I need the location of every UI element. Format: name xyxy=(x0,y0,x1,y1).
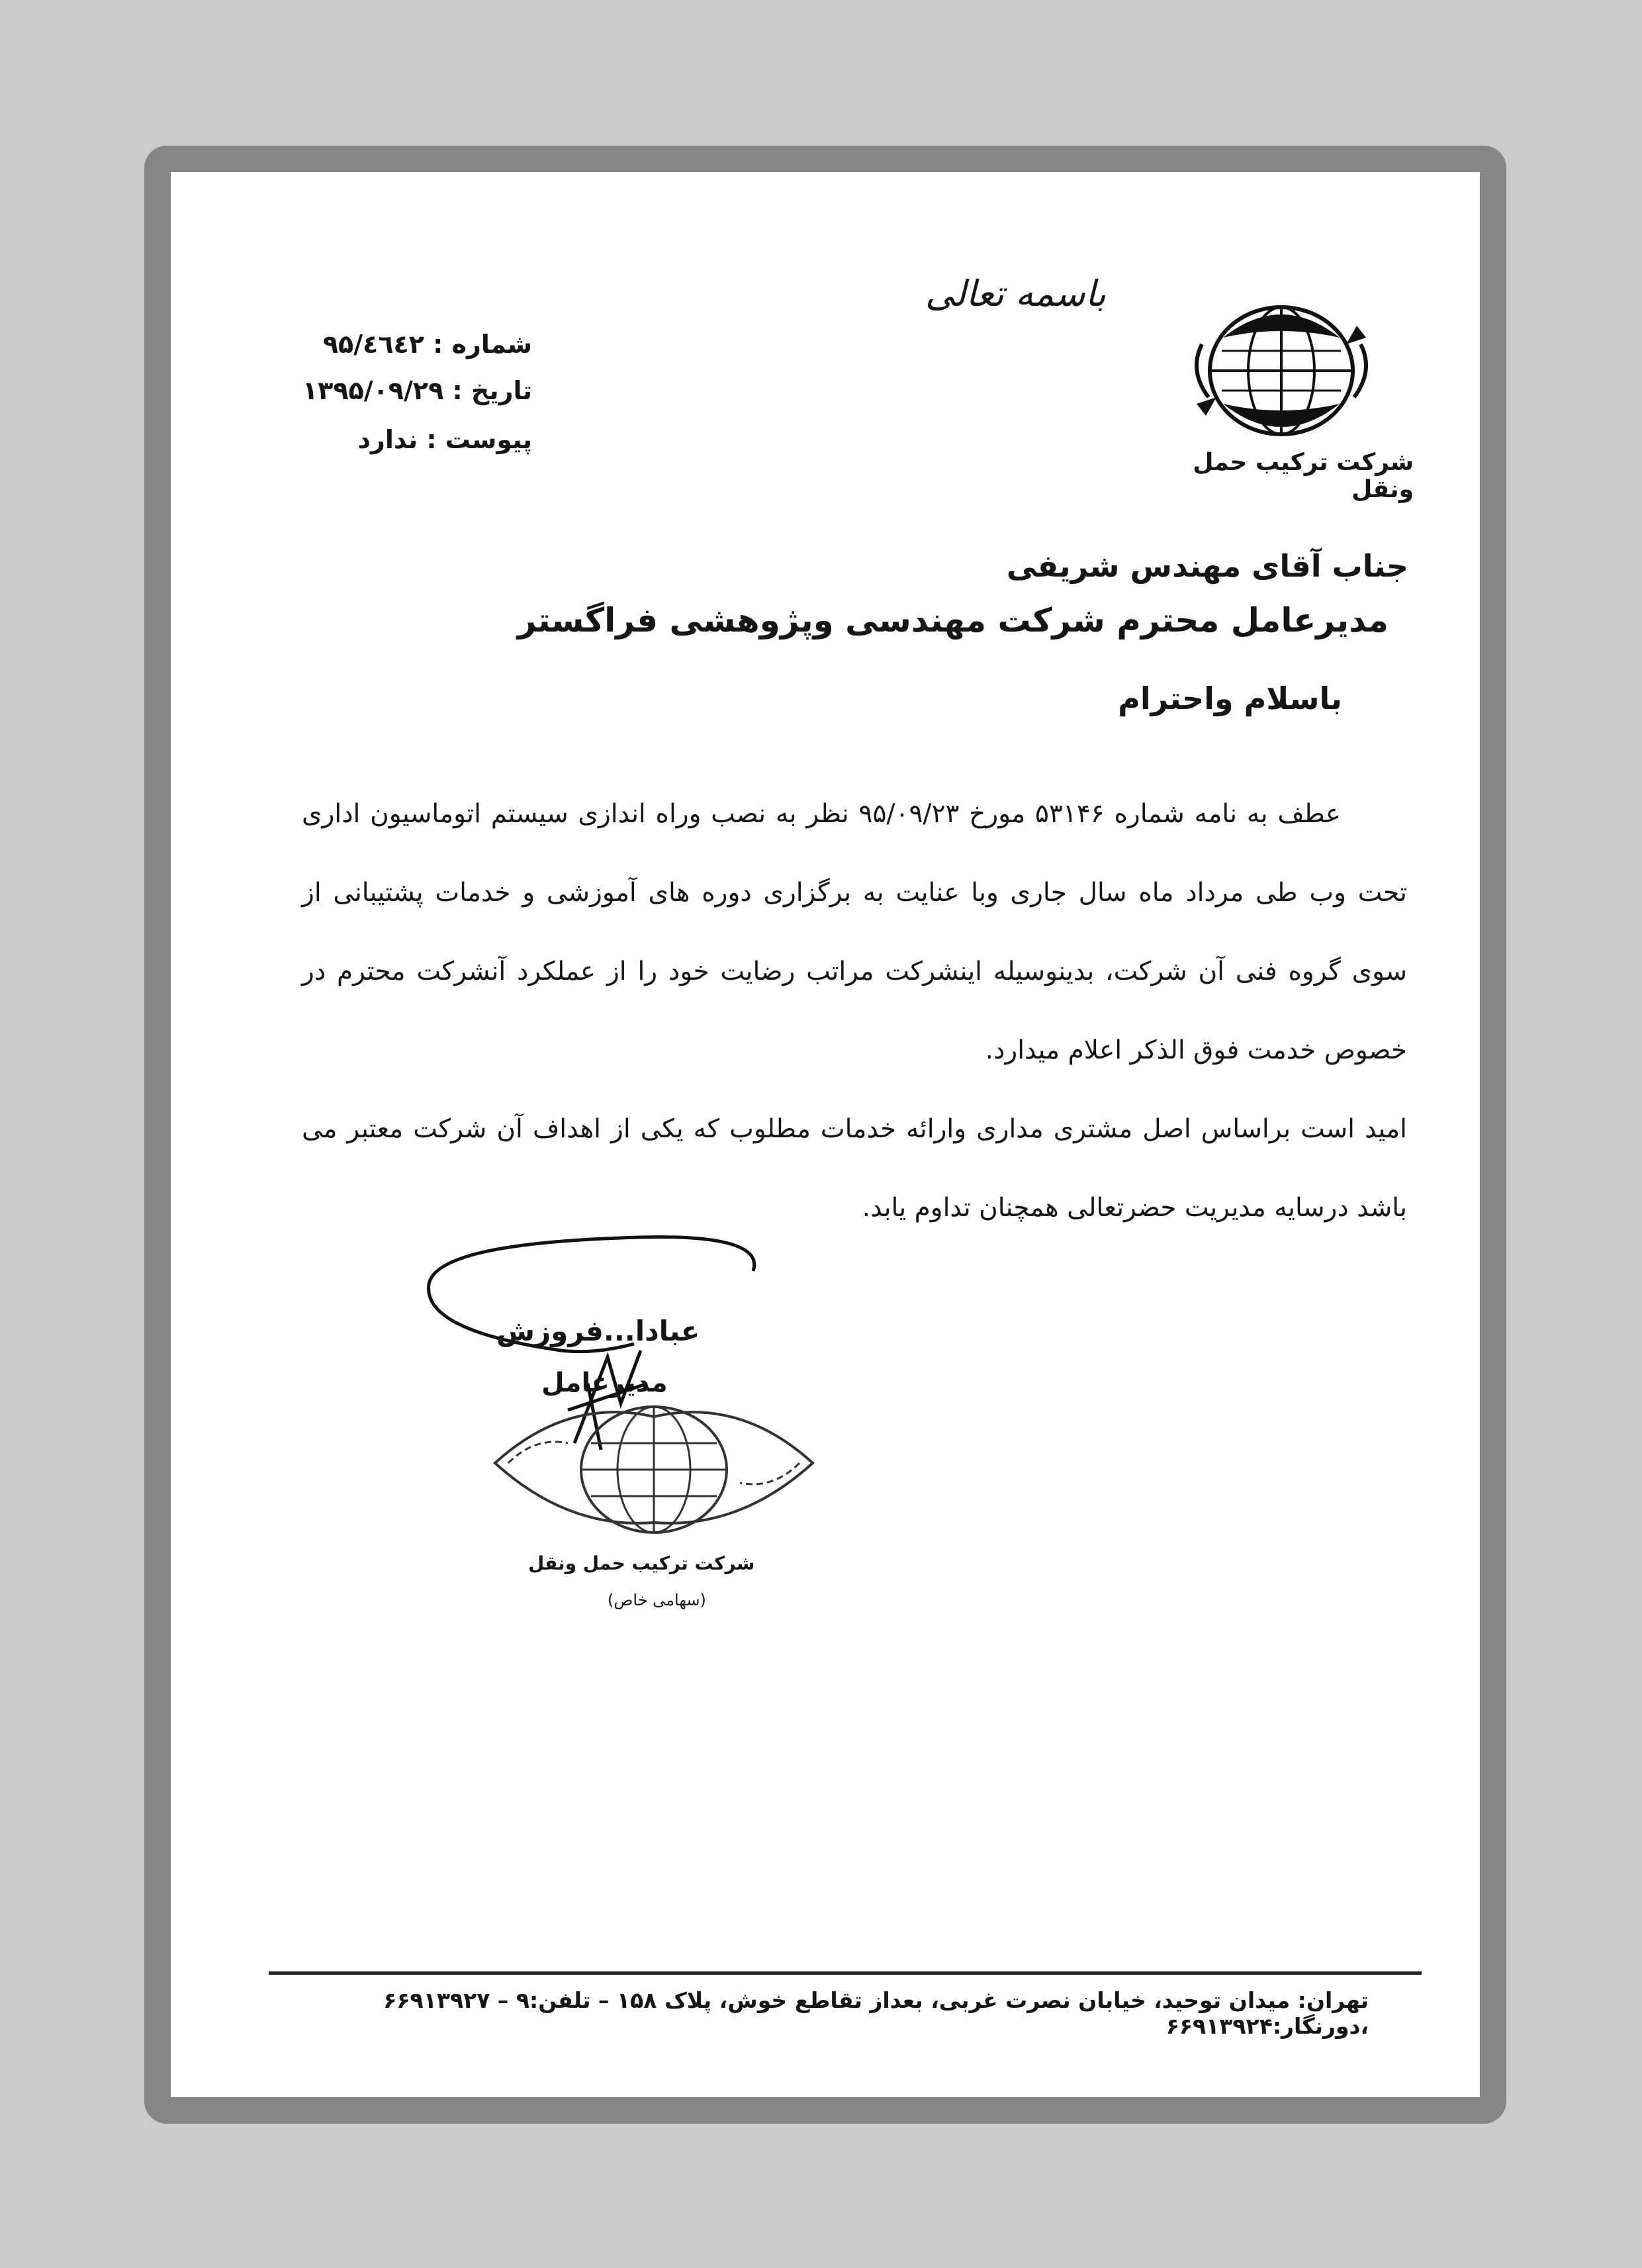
attachment-label: پیوست : xyxy=(426,425,532,454)
body-paragraph-2: امید است براساس اصل مشتری مداری وارائه خدمات مطلوب که یکی از اهداف آن شرکت معتبر می باشد درسایه مدیریت حضرتعالی همچنان تداوم یابد. xyxy=(302,1114,1407,1223)
body-paragraph-1: عطف به نامه شماره ۵۳۱۴۶ مورخ ۹۵/۰۹/۲۳ نظر به نصب وراه اندازی سیستم اتوماسیون اداری تحت وب طی مرداد ماه سال جاری وبا عنایت به برگزاری دوره های آموزشی و خدمات پشتیبانی از سوی گروه فنی آن شرکت، بدینوسیله اینشرکت مراتب رضایت خود را از عملکرد آنشرکت محترم در خصوص خدمت فوق الذکر اعلام میدارد. xyxy=(302,799,1407,1065)
letter-attachment xyxy=(171,425,532,454)
letter-body xyxy=(302,775,1407,1247)
footer-address: تهران: میدان توحید، خیابان نصرت غربی، بعداز تقاطع خوش، پلاک ۱۵۸ – تلفن:۹ – ۶۶۹۱۳۹۲۷ ،دورنگار:۶۶۹۱۳۹۲۴ xyxy=(383,1987,1369,2039)
company-name: شرکت ترکیب حمل ونقل xyxy=(1193,449,1414,503)
number-value: ۹۵/٤٦٤٢ xyxy=(322,330,424,359)
attachment-value: ندارد xyxy=(357,425,418,454)
signatory-name: عبادا...فروزش xyxy=(496,1315,700,1347)
signatory-role: مدیرعامل xyxy=(541,1368,668,1398)
invocation-heading: باسمه تعالی xyxy=(925,273,1107,314)
salutation: باسلام واحترام xyxy=(1118,681,1342,716)
seal-company-text: شرکت ترکیب حمل ونقل xyxy=(528,1552,755,1574)
letter-page xyxy=(171,172,1480,2097)
date-label: تاریخ : xyxy=(452,376,532,405)
letter-number xyxy=(171,330,532,359)
addressee-title: مدیرعامل محترم شرکت مهندسی وپژوهشی فراگستر xyxy=(517,601,1389,639)
company-globe-logo xyxy=(1182,298,1381,444)
number-label: شماره : xyxy=(433,330,532,359)
letter-date xyxy=(171,376,532,405)
footer-divider xyxy=(269,1971,1422,1975)
seal-subtext: (سهامی خاص) xyxy=(608,1591,706,1609)
addressee: جناب آقای مهندس شریفی xyxy=(1006,548,1408,584)
company-seal-stamp xyxy=(482,1390,826,1562)
date-value: ۱۳۹۵/۰۹/۲۹ xyxy=(302,376,444,405)
